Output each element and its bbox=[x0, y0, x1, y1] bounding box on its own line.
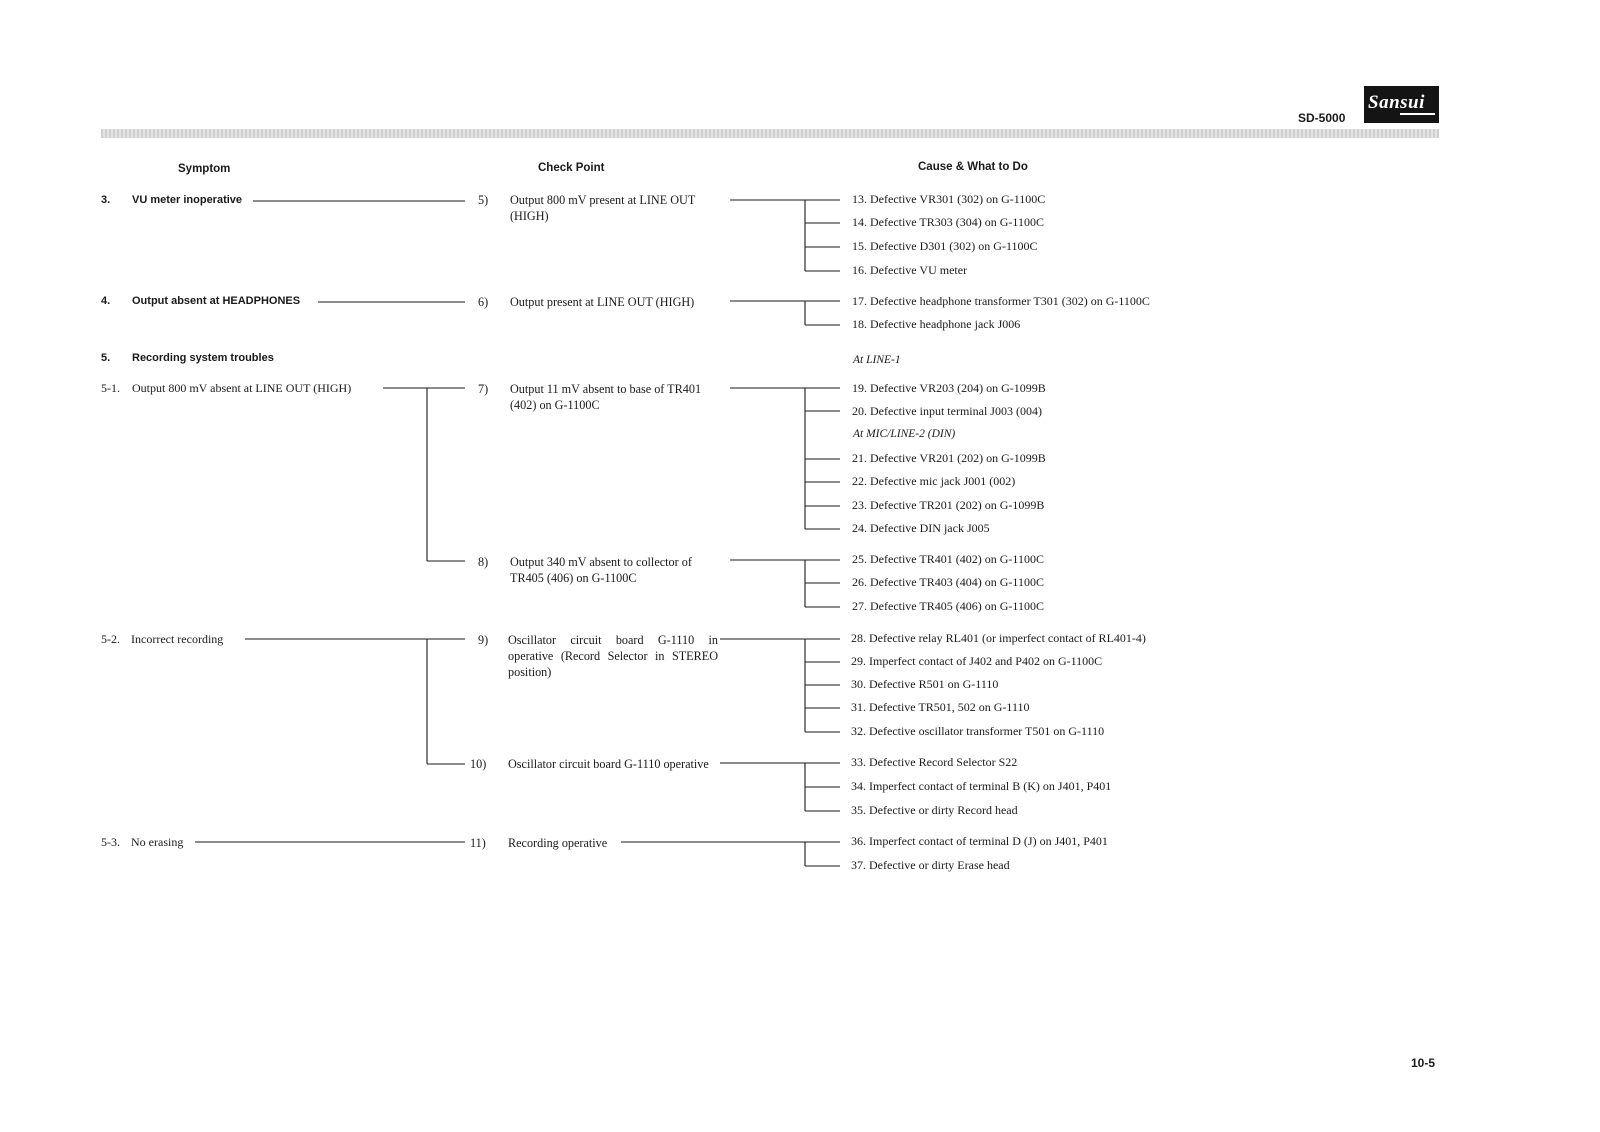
cause-item: 21. Defective VR201 (202) on G-1099B bbox=[852, 451, 1046, 465]
symptom-5-3-text: No erasing bbox=[131, 835, 184, 849]
checkpoint-10-text: Oscillator circuit board G-1110 operative bbox=[508, 757, 709, 771]
checkpoint-7-text: Output 11 mV absent to base of TR401 (402) on G-1100C bbox=[510, 382, 702, 412]
symptom-5-1-number: 5-1. bbox=[101, 381, 120, 395]
cause-item: 36. Imperfect contact of terminal D (J) on J401, P401 bbox=[851, 834, 1108, 848]
symptom-3-text: VU meter inoperative bbox=[132, 194, 243, 206]
symptom-5-3-number: 5-3. bbox=[101, 835, 120, 849]
checkpoint-5-number: 5) bbox=[478, 193, 489, 207]
checkpoint-5-text: Output 800 mV present at LINE OUT (HIGH) bbox=[510, 193, 696, 223]
checkpoint-10-number: 10) bbox=[470, 757, 487, 771]
cause-item: 13. Defective VR301 (302) on G-1100C bbox=[852, 192, 1046, 206]
cause-item: 20. Defective input terminal J003 (004) bbox=[852, 404, 1042, 418]
symptom-5-number: 5. bbox=[101, 352, 111, 364]
symptom-5-2-text: Incorrect recording bbox=[131, 632, 224, 646]
cause-item: 34. Imperfect contact of terminal B (K) on J401, P401 bbox=[851, 779, 1112, 793]
symptom-5-1-text: Output 800 mV absent at LINE OUT (HIGH) bbox=[132, 381, 352, 395]
page-number: 10-5 bbox=[1411, 1056, 1436, 1070]
cause-item: 26. Defective TR403 (404) on G-1100C bbox=[852, 575, 1044, 589]
cause-item: 29. Imperfect contact of J402 and P402 on G-1100C bbox=[851, 654, 1103, 668]
cause-item: 22. Defective mic jack J001 (002) bbox=[852, 474, 1016, 488]
checkpoint-9-text: Oscillator circuit board G-1110 in operative (Record Selector in STEREO position) bbox=[508, 633, 718, 679]
symptom-3-number: 3. bbox=[101, 194, 111, 206]
column-header-check-point: Check Point bbox=[538, 162, 605, 174]
cause-item: 28. Defective relay RL401 (or imperfect contact of RL401-4) bbox=[851, 631, 1146, 645]
cause-item: 31. Defective TR501, 502 on G-1110 bbox=[851, 700, 1030, 714]
column-header-symptom: Symptom bbox=[178, 163, 231, 175]
checkpoint-11-text: Recording operative bbox=[508, 836, 608, 850]
cause-item: 17. Defective headphone transformer T301 (302) on G-1100C bbox=[852, 294, 1150, 308]
condition-line-1: At LINE-1 bbox=[853, 354, 901, 366]
cause-item: 32. Defective oscillator transformer T501 on G-1110 bbox=[851, 724, 1105, 738]
symptom-5-text: Recording system troubles bbox=[132, 352, 274, 364]
cause-item: 33. Defective Record Selector S22 bbox=[851, 755, 1018, 769]
checkpoint-6-number: 6) bbox=[478, 295, 489, 309]
cause-item: 15. Defective D301 (302) on G-1100C bbox=[852, 239, 1038, 253]
cause-item: 16. Defective VU meter bbox=[852, 263, 968, 277]
checkpoint-11-number: 11) bbox=[470, 836, 486, 850]
checkpoint-8-number: 8) bbox=[478, 555, 489, 569]
cause-item: 24. Defective DIN jack J005 bbox=[852, 521, 990, 535]
symptom-4-text: Output absent at HEADPHONES bbox=[132, 295, 301, 307]
condition-mic-line-2: At MIC/LINE-2 (DIN) bbox=[853, 428, 956, 440]
checkpoint-7-number: 7) bbox=[478, 382, 489, 396]
cause-item: 19. Defective VR203 (204) on G-1099B bbox=[852, 381, 1046, 395]
checkpoint-6-text: Output present at LINE OUT (HIGH) bbox=[510, 295, 695, 309]
cause-item: 37. Defective or dirty Erase head bbox=[851, 858, 1010, 872]
cause-item: 23. Defective TR201 (202) on G-1099B bbox=[852, 498, 1045, 512]
symptom-4-number: 4. bbox=[101, 295, 111, 307]
symptom-5-2-number: 5-2. bbox=[101, 632, 120, 646]
cause-item: 27. Defective TR405 (406) on G-1100C bbox=[852, 599, 1044, 613]
checkpoint-8-text: Output 340 mV absent to collector of TR405 (406) on G-1100C bbox=[510, 555, 692, 585]
cause-item: 35. Defective or dirty Record head bbox=[851, 803, 1018, 817]
cause-item: 14. Defective TR303 (304) on G-1100C bbox=[852, 215, 1044, 229]
cause-item: 25. Defective TR401 (402) on G-1100C bbox=[852, 552, 1044, 566]
checkpoint-9-number: 9) bbox=[478, 633, 489, 647]
column-header-cause: Cause & What to Do bbox=[918, 161, 1028, 173]
cause-item: 18. Defective headphone jack J006 bbox=[852, 317, 1021, 331]
cause-item: 30. Defective R501 on G-1110 bbox=[851, 677, 999, 691]
model-number: SD-5000 bbox=[1298, 111, 1346, 125]
logo-text: Sansui bbox=[1368, 92, 1425, 113]
